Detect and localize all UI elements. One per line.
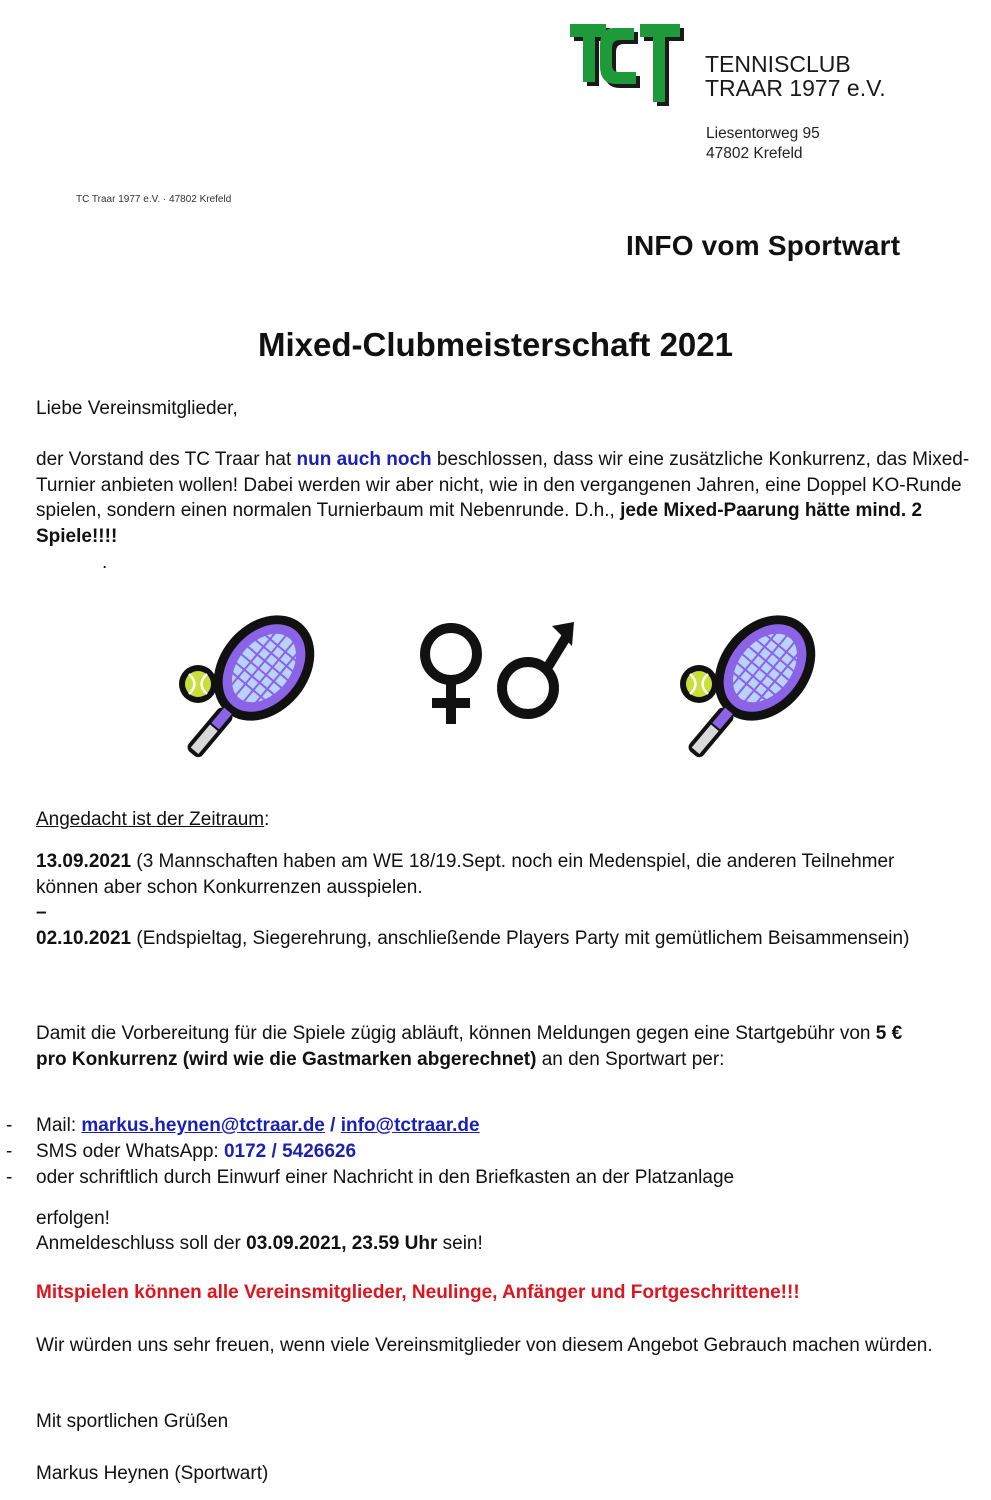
stray-dot: .: [102, 552, 108, 573]
start-date: 13.09.2021: [36, 851, 132, 872]
club-name: [705, 52, 886, 100]
registration-fee: 5 € pro Konkurrenz (wird wie die Gastmarken abgerechnet): [36, 1023, 903, 1070]
closing-paragraph: Wir würden uns sehr freuen, wenn viele Vereinsmitglieder von diesem Angebot Gebrauch machen würden.: [36, 1335, 933, 1356]
regards: Mit sportlichen Grüßen: [36, 1411, 229, 1432]
intro-highlight: nun auch noch: [296, 449, 432, 470]
schedule-heading-colon: :: [264, 809, 270, 830]
contact-mail: [36, 1113, 986, 1139]
contact-letter: oder schriftlich durch Einwurf einer Nachricht in den Briefkasten an der Platzanlage: [36, 1167, 735, 1188]
address-city: 47802 Krefeld: [706, 145, 803, 162]
deadline-pre: Anmeldeschluss soll der: [36, 1233, 247, 1254]
schedule-dash: –: [36, 902, 47, 923]
all-welcome-notice: Mitspielen können alle Vereinsmitglieder, Neulinge, Anfänger und Fortgeschrittene!!!: [36, 1282, 800, 1303]
club-name-line1: TENNISCLUB: [705, 51, 851, 77]
mail-separator: /: [324, 1115, 341, 1136]
deadline-post: sein!: [437, 1233, 483, 1254]
intro-text-2: beschlossen, dass wir eine zusätzliche Konkurrenz, das Mixed-Turnier anbieten wollen! Dabei werden wir aber nicht, wie in den vergangenen Jahren, eine Doppel KO-Runde spielen, sondern einen normalen Turnierbaum mit Nebenrunde. D.h.,: [36, 449, 970, 522]
mail-link-info[interactable]: info@tctraar.de: [340, 1115, 480, 1136]
greeting: Liebe Vereinsmitglieder,: [36, 398, 238, 419]
mail-link-sportwart[interactable]: markus.heynen@tctraar.de: [81, 1115, 325, 1136]
registration-paragraph: [36, 1021, 916, 1072]
club-logo: [568, 22, 693, 108]
contact-sms: [36, 1139, 986, 1165]
registration-text-2: an den Sportwart per:: [536, 1048, 725, 1070]
address-street: Liesentorweg 95: [706, 125, 820, 142]
deadline-date: 03.09.2021, 23.59 Uhr: [246, 1233, 438, 1254]
intro-text-1: der Vorstand des TC Traar hat: [36, 449, 297, 470]
club-name-line2: TRAAR 1977 e.V.: [705, 75, 886, 101]
schedule-heading-text: Angedacht ist der Zeitraum: [36, 809, 265, 830]
male-sign-icon: [494, 620, 578, 729]
erfolgen-text: erfolgen!: [36, 1208, 110, 1229]
bullet-sms: -: [6, 1141, 13, 1162]
info-title: INFO vom Sportwart: [626, 230, 901, 261]
sender-line: TC Traar 1977 e.V. · 47802 Krefeld: [76, 194, 232, 205]
registration-text-1: Damit die Vorbereitung für die Spiele zügig abläuft, können Meldungen gegen eine Startgebühr von: [36, 1023, 876, 1044]
female-sign-icon: [412, 618, 492, 735]
tennis-racket-icon: [667, 612, 823, 767]
schedule-heading: [36, 807, 986, 833]
phone-number: 0172 / 5426626: [223, 1141, 357, 1162]
tennis-racket-icon: [166, 612, 322, 767]
deadline-line: [36, 1231, 986, 1257]
intro-paragraph: [36, 447, 986, 549]
start-note: (3 Mannschaften haben am WE 18/19.Sept. noch ein Medenspiel, die anderen Teilnehmer können aber schon Konkurrenzen ausspielen.: [36, 851, 895, 898]
bullet-mail: -: [6, 1115, 13, 1136]
page-title: Mixed-Clubmeisterschaft 2021: [257, 326, 733, 363]
schedule-start: [36, 849, 936, 900]
bullet-letter: -: [6, 1167, 13, 1188]
mail-label: Mail:: [36, 1115, 82, 1136]
signature: Markus Heynen (Sportwart): [36, 1463, 269, 1484]
end-note: (Endspieltag, Siegerehrung, anschließende Players Party mit gemütlichem Beisammensein): [131, 928, 910, 949]
schedule-end: [36, 926, 936, 952]
club-address: [706, 124, 820, 164]
end-date: 02.10.2021: [36, 928, 132, 949]
sms-label: SMS oder WhatsApp:: [36, 1141, 224, 1162]
intro-bold-end: jede Mixed-Paarung hätte mind. 2 Spiele!!!!: [36, 500, 923, 547]
